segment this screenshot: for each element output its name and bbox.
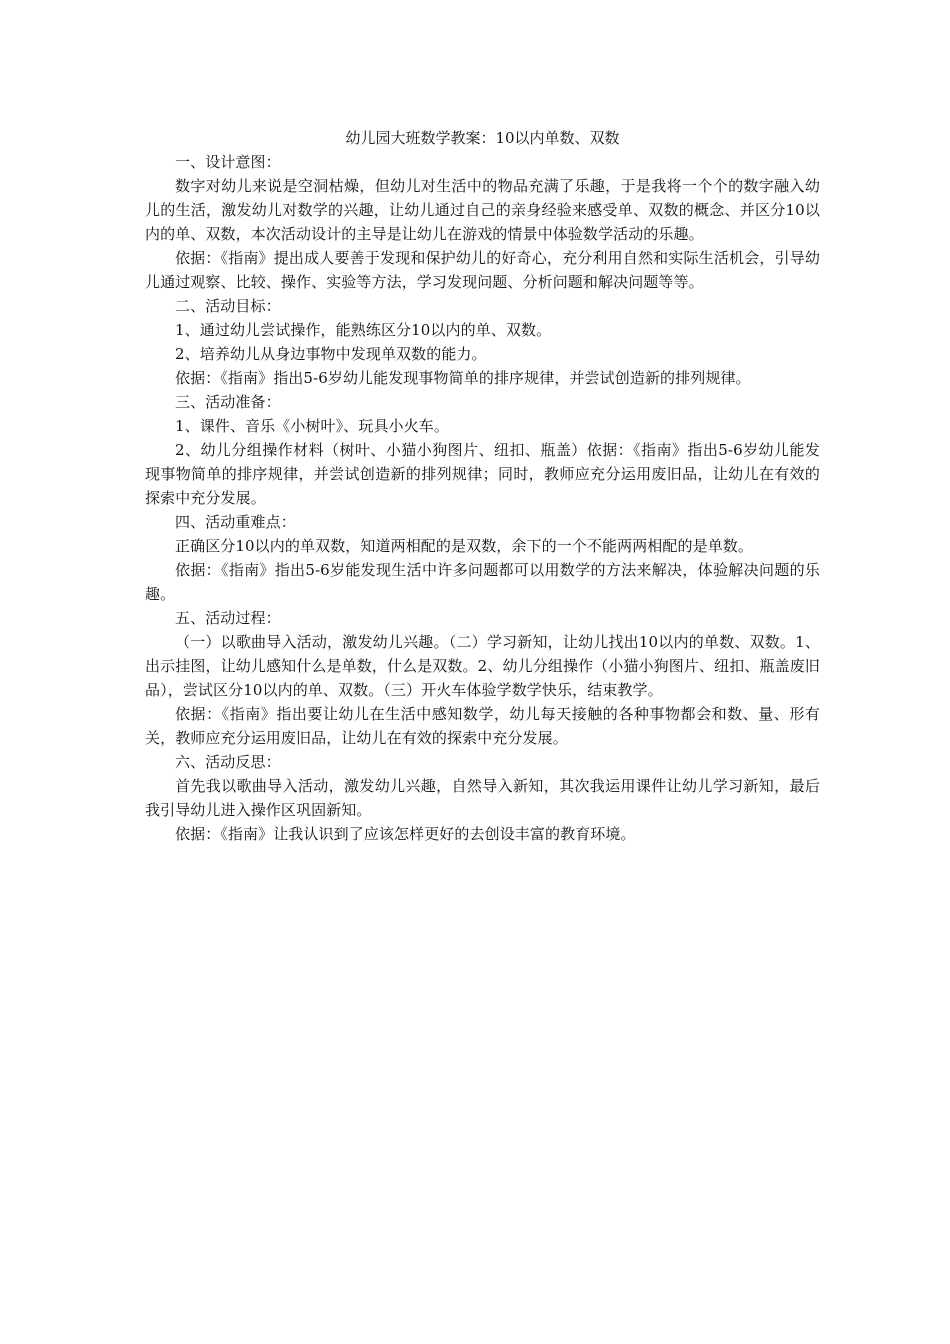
- paragraph-reflection: 首先我以歌曲导入活动，激发幼儿兴趣，自然导入新知，其次我运用课件让幼儿学习新知，最后我引导幼儿进入操作区巩固新知。: [145, 777, 820, 819]
- document-page: [145, 126, 820, 846]
- paragraph-goal-1: 1、通过幼儿尝试操作，能熟练区分10以内的单、双数。: [175, 321, 552, 339]
- paragraph-design-basis: 依据：《指南》提出成人要善于发现和保护幼儿的好奇心，充分利用自然和实际生活机会，引导幼儿通过观察、比较、操作、实验等方法，学习发现问题、分析问题和解决问题等等。: [145, 249, 820, 291]
- paragraph-design-intent: 数字对幼儿来说是空洞枯燥，但幼儿对生活中的物品充满了乐趣，于是我将一个个的数字融入幼儿的生活，激发幼儿对数学的兴趣，让幼儿通过自己的亲身经验来感受单、双数的概念、并区分10以内的单、双数，本次活动设计的主导是让幼儿在游戏的情景中体验数学活动的乐趣。: [145, 177, 820, 243]
- section-heading-reflection: 六、活动反思：: [175, 753, 281, 771]
- paragraph-prep-2: 2、幼儿分组操作材料（树叶、小猫小狗图片、纽扣、瓶盖）依据：《指南》指出5-6岁幼儿能发现事物简单的排序规律，并尝试创造新的排列规律；同时，教师应充分运用废旧品，让幼儿在有效的探索中充分发展。: [145, 441, 820, 507]
- paragraph-key-points-basis: 依据：《指南》指出5-6岁能发现生活中许多问题都可以用数学的方法来解决，体验解决问题的乐趣。: [145, 561, 820, 603]
- section-heading-process: 五、活动过程：: [175, 609, 281, 627]
- paragraph-key-points: 正确区分10以内的单双数，知道两相配的是双数，余下的一个不能两两相配的是单数。: [175, 537, 753, 555]
- section-heading-goals: 二、活动目标：: [175, 297, 281, 315]
- paragraph-goal-basis: 依据：《指南》指出5-6岁幼儿能发现事物简单的排序规律，并尝试创造新的排列规律。: [175, 369, 751, 387]
- section-heading-design-intent: 一、设计意图：: [175, 153, 281, 171]
- paragraph-process-basis: 依据：《指南》指出要让幼儿在生活中感知数学，幼儿每天接触的各种事物都会和数、量、形有关，教师应充分运用废旧品，让幼儿在有效的探索中充分发展。: [145, 705, 820, 747]
- paragraph-process: （一）以歌曲导入活动，激发幼儿兴趣。（二）学习新知，让幼儿找出10以内的单数、双数。1、出示挂图，让幼儿感知什么是单数，什么是双数。2、幼儿分组操作（小猫小狗图片、纽扣、瓶盖废旧品），尝试区分10以内的单、双数。（三）开火车体验学数学快乐，结束教学。: [145, 633, 820, 699]
- section-heading-key-points: 四、活动重难点：: [175, 513, 296, 531]
- paragraph-goal-2: 2、培养幼儿从身边事物中发现单双数的能力。: [175, 345, 487, 363]
- document-title: 幼儿园大班数学教案：10以内单数、双数: [345, 129, 620, 147]
- section-heading-preparation: 三、活动准备：: [175, 393, 281, 411]
- paragraph-reflection-basis: 依据：《指南》让我认识到了应该怎样更好的去创设丰富的教育环境。: [175, 825, 636, 843]
- paragraph-prep-1: 1、课件、音乐《小树叶》、玩具小火车。: [175, 417, 449, 435]
